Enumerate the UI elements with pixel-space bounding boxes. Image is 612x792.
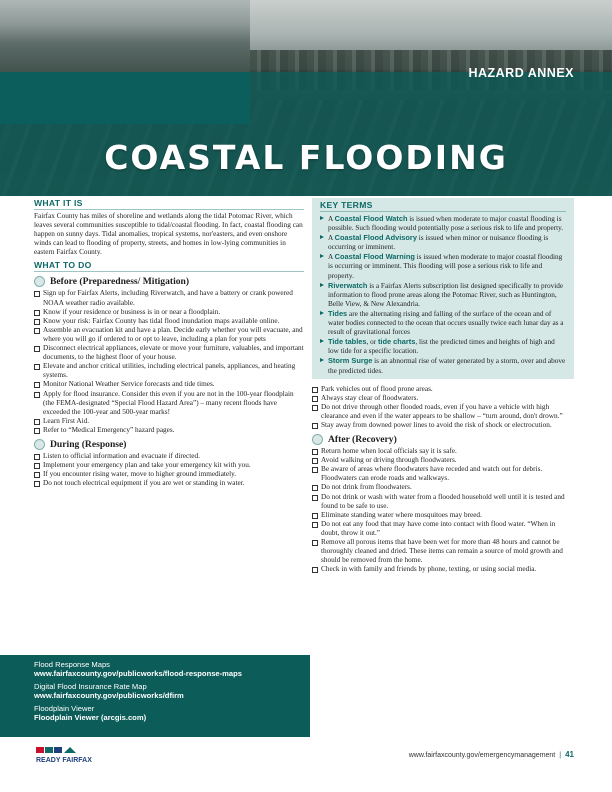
recovery-icon: [312, 434, 323, 445]
list-item: If you encounter rising water, move to higher ground immediately.: [34, 470, 304, 479]
term-name: Tide tables: [328, 337, 367, 347]
key-term-item: Riverwatch is a Fairfax Alerts subscription list designed specifically to provide information to flood prone areas along the Potomac River, such as Huntington, Belle View, & New Alexandria.: [320, 281, 566, 309]
what-it-is-heading: WHAT IT IS: [34, 198, 304, 210]
list-item: Disconnect electrical appliances, elevate or move your furniture, valuables, and important documents, to the highest floor of your house.: [34, 344, 304, 362]
dfirm-link[interactable]: www.fairfaxcounty.gov/publicworks/dfirm: [34, 691, 184, 700]
page-footer: [409, 750, 574, 759]
during-heading: [34, 439, 304, 450]
term-name: Tides: [328, 308, 348, 318]
after-list: [312, 447, 574, 574]
link-label: Flood Response Maps: [34, 660, 110, 669]
list-item: Eliminate standing water where mosquitoes may breed.: [312, 511, 574, 520]
svg-text:READY FAIRFAX: READY FAIRFAX: [36, 757, 92, 764]
what-it-is-text: Fairfax County has miles of shoreline and wetlands along the tidal Potomac River, which leaves several communities susceptible to tidal/coastal flooding. In fact, coastal flooding can happen on sunny days. Tidal anomalies, tropical systems, nor'easters, and even onshore winds can lead to flooding of property, streets, and homes in low-lying communities in eastern Fairfax County.: [34, 212, 303, 257]
after-heading: [312, 434, 574, 445]
list-item: Stay away from downed power lines to avoid the risk of shock or electrocution.: [312, 421, 574, 430]
key-term-item: A Coastal Flood Watch is issued when moderate to major coastal flooding is possible. Such flooding would potentially pose a serious risk to life and property.: [320, 214, 566, 233]
what-to-do-heading: WHAT TO DO: [34, 260, 304, 272]
key-terms-heading: KEY TERMS: [320, 200, 566, 212]
list-item: Avoid walking or driving through floodwaters.: [312, 456, 574, 465]
during-title: During (Response): [50, 438, 127, 450]
list-item: Know your risk: Fairfax County has tidal flood inundation maps available online.: [34, 317, 304, 326]
after-title: After (Recovery): [328, 434, 397, 446]
key-term-item: Tides are the alternating rising and falling of the surface of the ocean and of water bodies connected to the ocean that occurs usually twice each lunar day as a result of gravitational forces: [320, 309, 566, 337]
list-item: Elevate and anchor critical utilities, including electrical panels, appliances, and heating systems.: [34, 362, 304, 380]
key-term-item: Tide tables, or tide charts, list the predicted times and heights of high and low tide for a specific location.: [320, 337, 566, 356]
list-item: Do not drink or wash with water from a flooded household well until it is tested and found to be safe to use.: [312, 493, 574, 511]
list-item: Refer to “Medical Emergency” hazard pages.: [34, 426, 304, 435]
before-title: Before (Preparedness/ Mitigation): [50, 276, 190, 288]
key-terms-box: [312, 198, 574, 379]
before-heading: [34, 276, 304, 287]
list-item: Remove all porous items that have been wet for more than 48 hours and cannot be thoroughly cleaned and dried. These items can remain a source of mold growth and should be removed from the home.: [312, 538, 574, 565]
flood-response-maps-link[interactable]: www.fairfaxcounty.gov/publicworks/flood-response-maps: [34, 669, 243, 678]
response-icon: [34, 439, 45, 450]
during-list: [34, 452, 304, 488]
key-terms-list: [320, 214, 566, 376]
list-item: Do not touch electrical equipment if you are wet or standing in water.: [34, 479, 304, 488]
right-column: [312, 198, 574, 574]
list-item: Apply for flood insurance. Consider this even if you are not in the 100-year floodplain (the FEMA-designated “Special Flood Hazard Area”) – many recent floods have exceeded the 100-year and 500-year marks!: [34, 390, 304, 417]
key-term-item: A Coastal Flood Warning is issued when moderate to major coastal flooding is occurring or imminent. This flooding will pose a serious risk to life and property.: [320, 252, 566, 280]
list-item: Sign up for Fairfax Alerts, including Riverwatch, and have a battery or crank powered NOAA weather radio available.: [34, 289, 304, 307]
term-name: Coastal Flood Warning: [334, 252, 415, 262]
left-column: [34, 198, 304, 488]
term-name: Riverwatch: [328, 280, 368, 290]
term-name: Storm Surge: [328, 356, 373, 366]
list-item: Monitor National Weather Service forecasts and tide times.: [34, 380, 304, 389]
key-term-item: A Coastal Flood Advisory is issued when minor or nuisance flooding is occurring or imminent.: [320, 233, 566, 252]
list-item: Check in with family and friends by phone, texting, or using social media.: [312, 565, 574, 574]
hero-banner: [0, 0, 612, 196]
list-item: Do not drink from floodwaters.: [312, 483, 574, 492]
list-item: Do not drive through other flooded roads, even if you have a vehicle with high clearance and even if the water appears to be shallow – “turn around, don't drown.”: [312, 403, 574, 421]
ready-fairfax-logo: [34, 745, 104, 765]
list-item: Return home when local officials say it is safe.: [312, 447, 574, 456]
footer-separator: |: [559, 752, 562, 759]
header-accent-block: [0, 72, 250, 124]
link-label: Digital Flood Insurance Rate Map: [34, 682, 147, 691]
list-item: Park vehicles out of flood prone areas.: [312, 385, 574, 394]
footer-url[interactable]: www.fairfaxcounty.gov/emergencymanagement: [408, 752, 556, 759]
term-name: Coastal Flood Watch: [334, 214, 408, 223]
list-item: Assemble an evacuation kit and have a plan. Decide early whether you will evacuate, and where you will go if ordered to or opt to leave, including a plan for your pets: [34, 326, 304, 344]
list-item: Listen to official information and evacuate if directed.: [34, 452, 304, 461]
term-name: tide charts: [377, 337, 416, 347]
list-item: Always stay clear of floodwaters.: [312, 394, 574, 403]
hazard-annex-label: HAZARD ANNEX: [468, 66, 574, 80]
before-list: [34, 289, 304, 435]
resource-links-box: [0, 655, 310, 737]
page-number: 41: [565, 750, 574, 759]
preparedness-icon: [34, 276, 45, 287]
page-title: COASTAL FLOODING: [104, 138, 508, 177]
link-label: Floodplain Viewer: [34, 704, 95, 713]
list-item: Be aware of areas where floodwaters have receded and watch out for debris. Floodwaters can erode roads and walkways.: [312, 465, 574, 483]
floodplain-viewer-link[interactable]: Floodplain Viewer (arcgis.com): [34, 713, 147, 722]
key-term-item: Storm Surge is an abnormal rise of water generated by a storm, over and above the predicted tides.: [320, 356, 566, 375]
during-list-continued: [312, 385, 574, 430]
term-name: Coastal Flood Advisory: [334, 233, 417, 243]
list-item: Do not eat any food that may have come into contact with flood water. “When in doubt, throw it out.”: [312, 520, 574, 538]
list-item: Learn First Aid.: [34, 417, 304, 426]
list-item: Know if your residence or business is in or near a floodplain.: [34, 308, 304, 317]
list-item: Implement your emergency plan and take your emergency kit with you.: [34, 461, 304, 470]
